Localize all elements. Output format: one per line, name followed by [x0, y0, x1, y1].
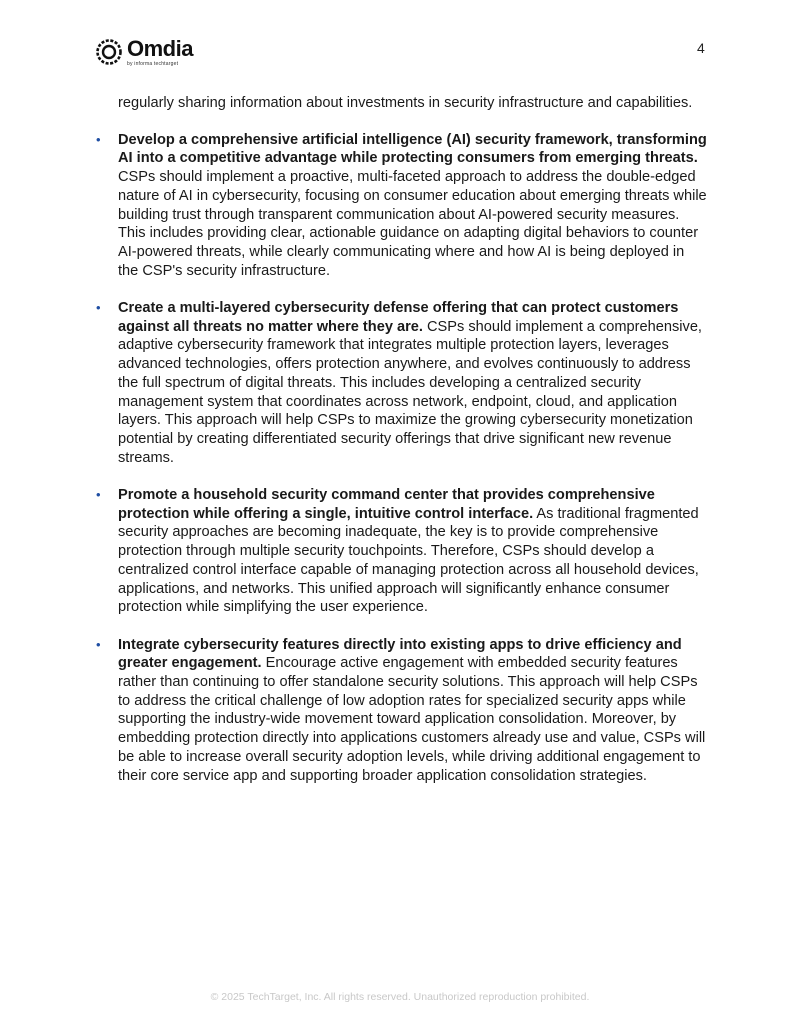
list-item — [96, 636, 708, 786]
logo-subtitle: by informa techtarget — [127, 60, 179, 67]
bullet-icon: • — [96, 636, 101, 652]
bullet-lead: Create a multi-layered cybersecurity defense offering that can protect customers against all threats no matter where they are. — [118, 300, 679, 335]
list-item — [96, 131, 708, 281]
omdia-logo-icon — [95, 38, 123, 66]
bullet-body: Encourage active engagement with embedded security features rather than continuing to offer standalone security solutions. This approach will help CSPs to address the critical challenge of low adoption rates for specialized security apps while supporting the industry-wide movement toward application consolidation. Moreover, by embedding protection directly into applications customers already use and value, CSPs will be able to increase overall security adoption levels, while driving additional engagement to their core service app and supporting broader application consolidation strategies. — [118, 655, 706, 784]
copyright-footer: © 2025 TechTarget, Inc. All rights reserved. Unauthorized reproduction prohibited. — [210, 991, 590, 1003]
recommendation-list — [96, 131, 708, 786]
bullet-lead: Integrate cybersecurity features directly into existing apps to drive efficiency and greater engagement. — [118, 636, 682, 672]
logo-name: Omdia — [127, 35, 193, 61]
bullet-icon: • — [96, 487, 101, 503]
page-number: 4 — [697, 40, 705, 56]
omdia-logo — [95, 36, 193, 68]
list-item — [96, 299, 708, 467]
bullet-body: CSPs should implement a comprehensive, adaptive cybersecurity framework that integrates multiple protection layers, leverages advanced technologies, offers protection anywhere, and evolves continuously to address the full spectrum of digital threats. This includes developing a centralized security management system that coordinates across network, endpoint, cloud, and application layers. This approach will help CSPs to maximize the growing cybersecurity monetization potential by creating differentiated security offerings that drive significant new revenue streams. — [118, 318, 702, 466]
bullet-body: CSPs should implement a proactive, multi-faceted approach to address the double-edged nature of AI in cybersecurity, focusing on consumer education about emerging threats while building trust through transparent communication about AI-powered security measures. This includes providing clear, actionable guidance on adapting digital behaviors to counter AI-powered threats, while clearly communicating where and how AI is being deployed in the CSP's security infrastructure. — [118, 169, 707, 279]
bullet-icon: • — [96, 300, 101, 316]
document-body — [96, 94, 708, 804]
bullet-icon: • — [96, 131, 101, 147]
list-item — [96, 486, 708, 617]
bullet-lead: Develop a comprehensive artificial intelligence (AI) security framework, transforming AI into a competitive advantage while protecting consumers from emerging threats. — [118, 131, 707, 167]
continuation-paragraph: regularly sharing information about investments in security infrastructure and capabilities. — [118, 95, 693, 111]
bullet-lead: Promote a household security command center that provides comprehensive protection while offering a single, intuitive control interface. — [118, 487, 655, 522]
bullet-body: As traditional fragmented security approaches are becoming inadequate, the key is to provide comprehensive protection through multiple security touchpoints. Therefore, CSPs should develop a centralized control interface capable of managing protection across all household devices, applications, and networks. This unified approach will significantly enhance consumer protection while simplifying the user experience. — [118, 505, 699, 616]
